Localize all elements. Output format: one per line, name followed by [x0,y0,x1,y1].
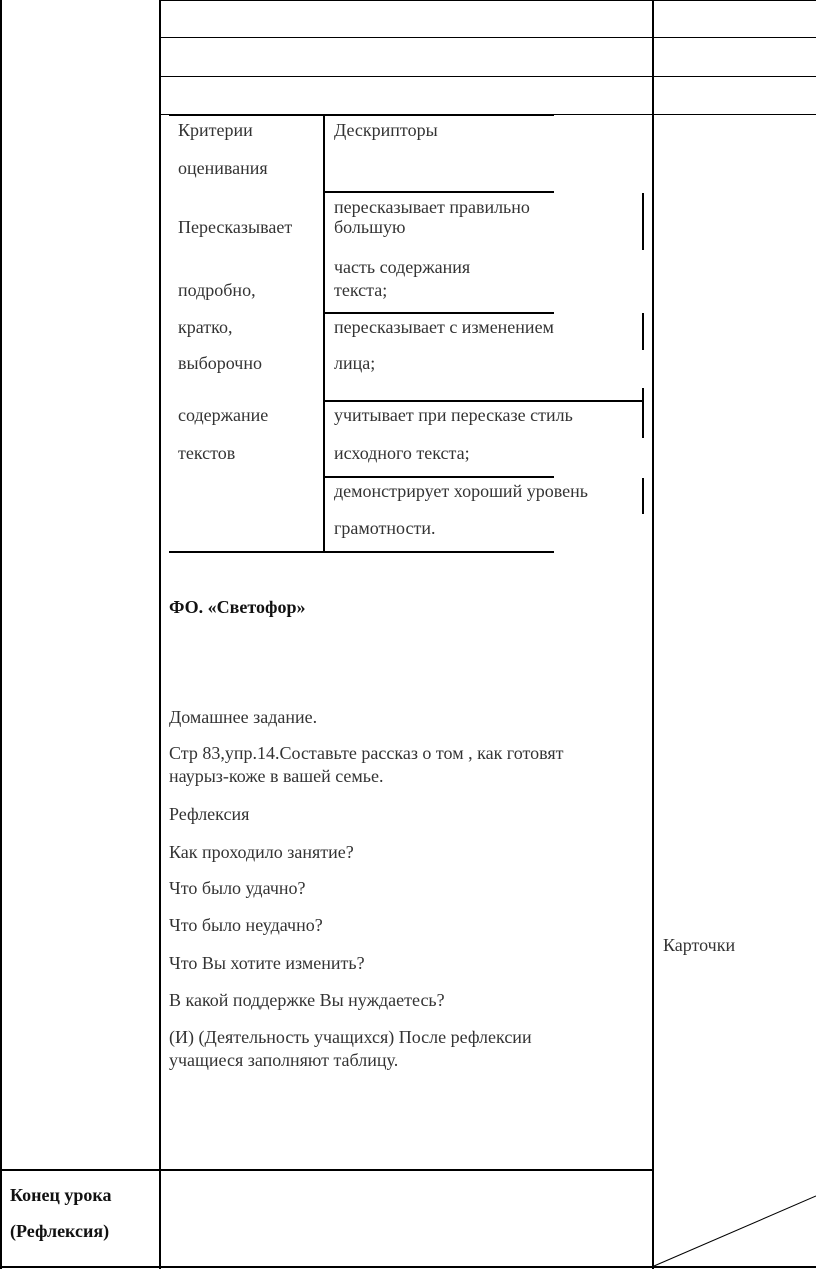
descriptors-header: Дескрипторы [334,120,438,140]
criteria-text-5: содержание [178,405,269,425]
descriptor-tick-3 [642,388,644,438]
outer-border-left [0,0,2,1269]
reflection-question-4: Что Вы хотите изменить? [169,953,365,973]
inner-table-column-line [323,114,325,553]
inner-header-line [323,191,554,193]
reflection-question-2: Что было удачно? [169,878,306,898]
descriptor-2-line-2: лица; [334,353,376,373]
descriptor-tick-2 [642,313,644,350]
reflection-note-line-1: (И) (Деятельность учащихся) После рефлексии [169,1027,532,1047]
reflection-title: Рефлексия [169,804,250,824]
criteria-text-1: Пересказывает [178,217,293,237]
resources-cards: Карточки [663,935,736,955]
homework-title: Домашнее задание. [169,707,318,727]
descriptor-4-line-1: демонстрирует хороший уровень [334,481,588,501]
column-divider-2 [652,0,654,1269]
homework-task-line-1: Стр 83,упр.14.Составьте рассказ о том , как готовят [169,743,564,763]
descriptor-line-3 [323,400,644,402]
descriptor-1-line-2: большую [334,217,406,237]
row-line-2 [159,37,816,38]
diagonal-line [652,1190,816,1270]
criteria-text-4: выборочно [178,353,262,373]
column-divider-1 [159,0,161,1269]
descriptor-1-line-1: пересказывает правильно [334,197,530,217]
descriptor-tick-4 [642,478,644,514]
reflection-question-1: Как проходило занятие? [169,842,354,862]
row-line-3 [159,76,816,77]
descriptor-1-line-3: часть содержания [334,257,471,277]
row-line-end-lesson [0,1169,654,1171]
descriptor-4-line-2: грамотности. [334,518,436,538]
criteria-text-2: подробно, [178,280,256,300]
descriptor-2-line-1: пересказывает с изменением [334,317,554,337]
inner-table-top-line [169,114,554,116]
reflection-note-line-2: учащиеся заполняют таблицу. [169,1050,399,1070]
assessment-heading: ФО. «Светофор» [169,597,306,617]
row-line-top [159,0,816,1]
end-section-subtitle: (Рефлексия) [10,1221,110,1241]
end-section-title: Конец урока [10,1185,112,1205]
descriptor-3-line-2: исходного текста; [334,443,470,463]
criteria-header-line-1: Критерии [178,120,253,140]
inner-table-bottom-line [169,551,554,553]
criteria-text-3: кратко, [178,317,233,337]
criteria-text-6: текстов [178,443,236,463]
criteria-header-line-2: оценивания [178,158,268,178]
reflection-question-5: В какой поддержке Вы нуждаетесь? [169,990,445,1010]
descriptor-tick-1 [642,193,644,250]
homework-task-line-2: наурыз-коже в вашей семье. [169,766,384,786]
descriptor-3-line-1: учитывает при пересказе стиль [334,405,573,425]
descriptor-1-line-4: текста; [334,280,388,300]
reflection-question-3: Что было неудачно? [169,915,323,935]
descriptor-line-2 [323,312,554,314]
descriptor-line-4 [323,476,554,478]
